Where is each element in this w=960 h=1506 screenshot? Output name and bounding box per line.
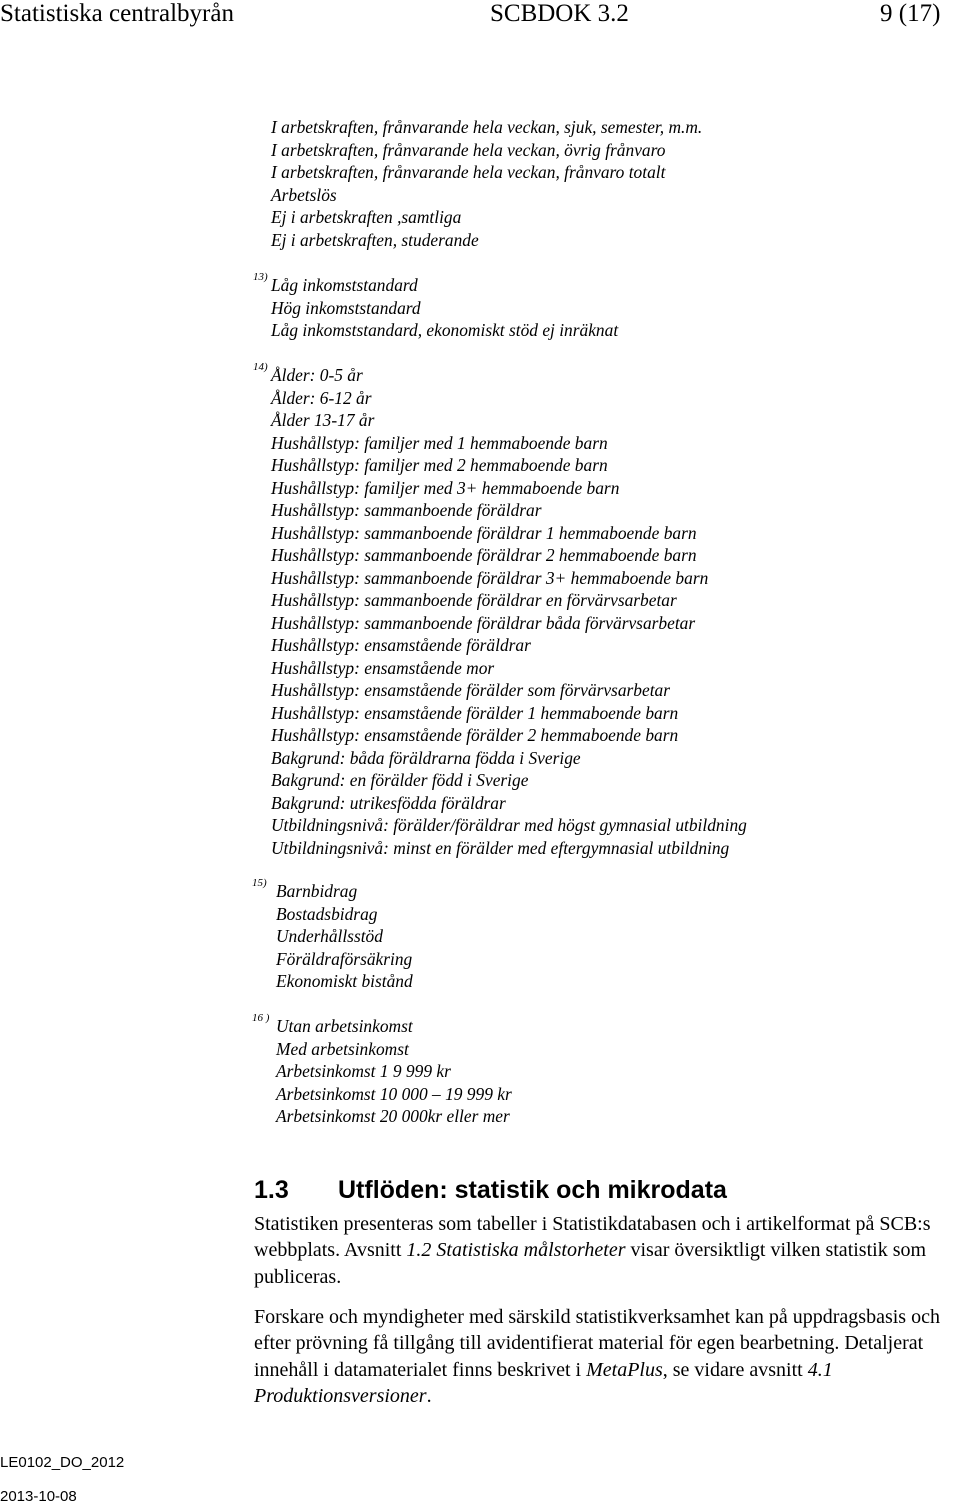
list-item: Ekonomiskt bistånd xyxy=(276,971,413,991)
footnote-marker: 13) xyxy=(253,271,268,283)
list-item: Arbetsinkomst 20 000kr eller mer xyxy=(276,1106,510,1126)
list-item: Hög inkomststandard xyxy=(271,297,421,318)
para1-text-2: visar översiktligt vilken statistik som publiceras. xyxy=(254,1239,927,1288)
footer-date: 2013-10-08 xyxy=(0,1488,77,1505)
list-item: Barnbidrag xyxy=(276,881,358,901)
section-heading xyxy=(254,1173,727,1207)
list-item: Bakgrund: båda föräldrarna födda i Sverige xyxy=(271,747,581,768)
list-item: Hushållstyp: sammanboende föräldrar 2 hemmaboende barn xyxy=(271,545,697,565)
body-paragraph-1 xyxy=(254,1211,954,1290)
footnote-15-list xyxy=(252,877,413,993)
list-item: Hushållstyp: familjer med 1 hemmaboende barn xyxy=(271,432,608,453)
list-item: Hushållstyp: familjer med 2 hemmaboende barn xyxy=(271,455,608,475)
list-item: Hushållstyp: ensamstående föräldrar xyxy=(271,635,531,655)
list-item: Ej i arbetskraften, studerande xyxy=(271,229,479,250)
list-item: Med arbetsinkomst xyxy=(276,1038,409,1059)
document-id: SCBDOK 3.2 xyxy=(490,0,629,27)
body-paragraph-2 xyxy=(254,1304,954,1409)
footnote-marker: 15) xyxy=(252,877,267,889)
page-header xyxy=(0,0,960,32)
para2-text-2: , se vidare avsnitt xyxy=(662,1358,808,1381)
list-item: Ålder: 0-5 år xyxy=(271,365,363,385)
list-item: Bakgrund: utrikesfödda föräldrar xyxy=(271,792,506,813)
list-item: Hushållstyp: sammanboende föräldrar xyxy=(271,500,542,520)
list-item: Hushållstyp: familjer med 3+ hemmaboende barn xyxy=(271,477,620,498)
list-item: I arbetskraften, frånvarande hela veckan, frånvaro totalt xyxy=(271,162,666,182)
footnote-marker: 16 ) xyxy=(252,1012,270,1024)
footnote-14-list xyxy=(253,361,747,859)
list-item: Låg inkomststandard, ekonomiskt stöd ej inräknat xyxy=(271,320,619,340)
list-item: Hushållstyp: ensamstående mor xyxy=(271,657,495,678)
list-item: Arbetsinkomst 10 000 – 19 999 kr xyxy=(276,1083,512,1104)
section-reference-4-1: 4.1 Produktionsversioner xyxy=(254,1358,833,1407)
list-item: Ej i arbetskraften ,samtliga xyxy=(271,207,462,227)
list-item: Låg inkomststandard xyxy=(271,275,418,295)
footnote-16-list xyxy=(252,1012,512,1128)
list-item: Ålder 13-17 år xyxy=(271,410,375,430)
list-item: Utbildningsnivå: minst en förälder med eftergymnasial utbildning xyxy=(271,837,730,858)
list-item: Hushållstyp: ensamstående förälder 2 hemmaboende barn xyxy=(271,725,679,745)
footer-document-code: LE0102_DO_2012 xyxy=(0,1454,125,1471)
list-item: Arbetsinkomst 1 9 999 kr xyxy=(276,1061,451,1081)
list-item: Hushållstyp: sammanboende föräldrar båda förvärvsarbetar xyxy=(271,612,696,633)
list-item: Hushållstyp: ensamstående förälder 1 hemmaboende barn xyxy=(271,702,679,723)
footnote-marker: 14) xyxy=(253,361,268,373)
list-item: Föräldraförsäkring xyxy=(276,948,413,969)
page-number: 9 (17) xyxy=(880,0,941,27)
section-number: 1.3 xyxy=(254,1176,289,1204)
list-item: Hushållstyp: sammanboende föräldrar en förvärvsarbetar xyxy=(271,590,677,610)
list-item: I arbetskraften, frånvarande hela veckan, övrig frånvaro xyxy=(271,139,666,160)
list-item: Ålder: 6-12 år xyxy=(271,387,372,408)
list-item: Hushållstyp: ensamstående förälder som förvärvsarbetar xyxy=(271,680,670,700)
para2-text-1: Forskare och myndigheter med särskild statistikverksamhet kan på uppdragsbasis och efter prövning få tillgång till avidentifierat material för egen bearbetning. Detaljerat innehåll i datamaterialet finns beskrivet i xyxy=(254,1306,940,1381)
list-item: Bakgrund: en förälder född i Sverige xyxy=(271,770,529,790)
list-item: Bostadsbidrag xyxy=(276,903,378,924)
organization-name: Statistiska centralbyrån xyxy=(0,0,234,27)
para1-text-1: Statistiken presenteras som tabeller i Statistikdatabasen och i artikelformat på SCB:s webbplats. Avsnitt xyxy=(254,1213,931,1262)
section-reference-1-2: 1.2 Statistiska målstorheter xyxy=(406,1239,626,1262)
metaplus-reference: MetaPlus xyxy=(586,1358,663,1381)
list-item: Underhållsstöd xyxy=(276,926,383,946)
list-item: Arbetslös xyxy=(271,184,337,205)
list-item: Utbildningsnivå: förälder/föräldrar med högst gymnasial utbildning xyxy=(271,815,747,835)
list-item: Hushållstyp: sammanboende föräldrar 3+ hemmaboende barn xyxy=(271,567,709,588)
list-item: Hushållstyp: sammanboende föräldrar 1 hemmaboende barn xyxy=(271,522,697,543)
list-item: Utan arbetsinkomst xyxy=(276,1016,413,1036)
footnote-12-list xyxy=(271,116,702,251)
list-item: I arbetskraften, frånvarande hela veckan, sjuk, semester, m.m. xyxy=(271,117,703,137)
footnote-13-list xyxy=(253,271,619,342)
para2-text-3: . xyxy=(426,1384,432,1407)
section-title: Utflöden: statistik och mikrodata xyxy=(338,1176,727,1204)
